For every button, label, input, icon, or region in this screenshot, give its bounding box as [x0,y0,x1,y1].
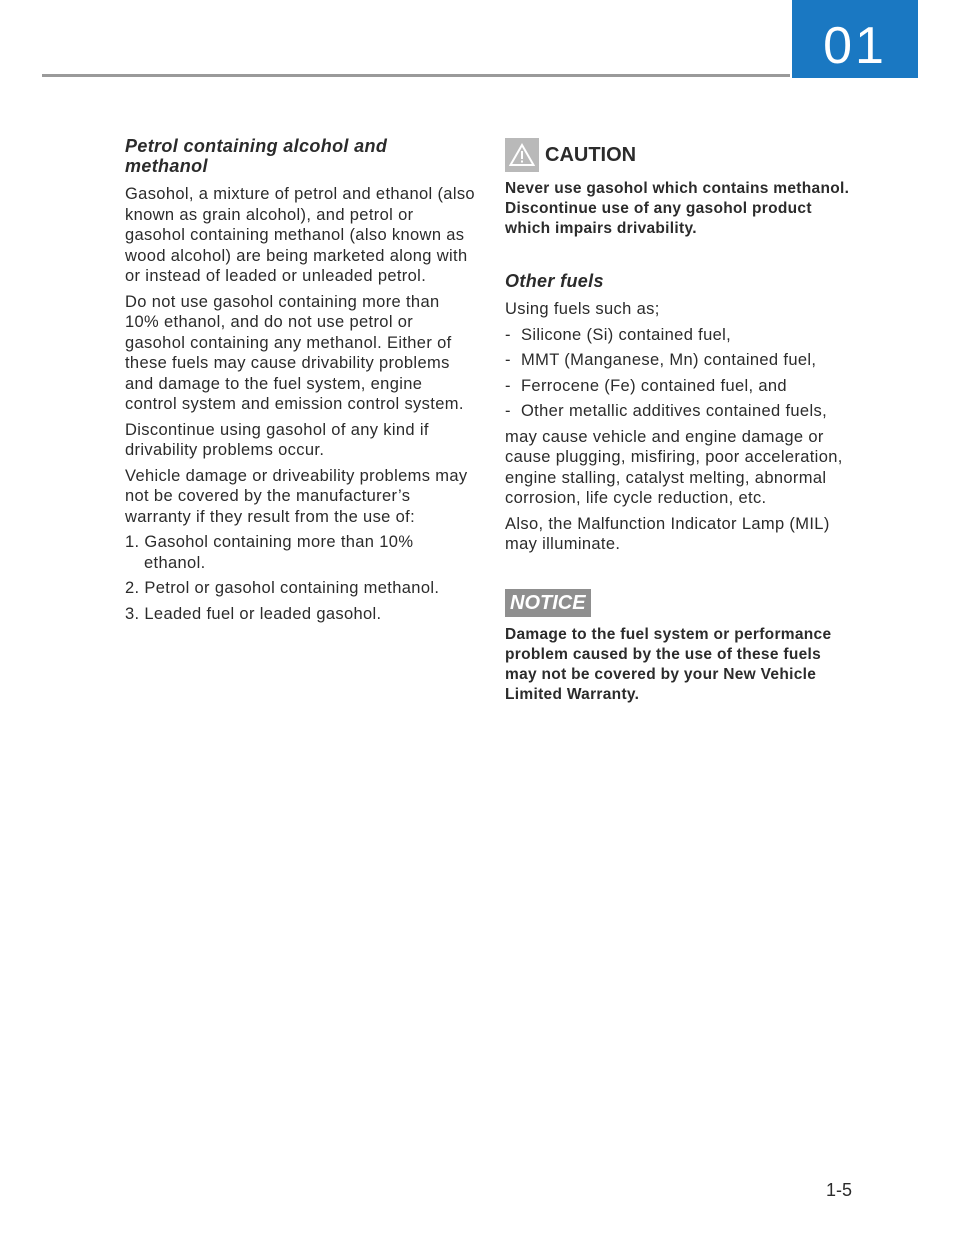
left-column [125,136,475,629]
header-rule [42,74,790,77]
paragraph: Discontinue using gasohol of any kind if drivability problems occur. [125,420,429,459]
notice-badge: NOTICE [505,589,591,617]
fuel-list [505,325,850,422]
paragraph: Gasohol, a mixture of petrol and ethanol (also known as grain alcohol), and petrol or gasohol containing methanol (also known as wood alcohol) are being marketed along with or instead of leaded or unleaded petrol. [125,185,475,285]
chapter-tab: 01 [792,0,918,78]
numbered-item: 1. Gasohol containing more than 10% ethanol. [125,533,414,572]
paragraph: Do not use gasohol containing more than 10% ethanol, and do not use petrol or gasohol containing any methanol. Either of these fuels may cause drivability problems and damage to the fuel system, engine control system and emission control system. [125,292,464,413]
intro-text: Using fuels such as; [505,300,660,318]
list-item: - Ferrocene (Fe) contained fuel, and [505,376,787,395]
caution-label: CAUTION [545,143,637,166]
numbered-item: 3. Leaded fuel or leaded gasohol. [125,604,382,623]
notice-block [505,589,850,705]
paragraph: may cause vehicle and engine damage or cause plugging, misfiring, poor acceleration, engine stalling, catalyst melting, abnormal corrosion, life cycle reduction, etc. [505,427,843,507]
section-heading-other-fuels: Other fuels [505,271,604,291]
numbered-item: 2. Petrol or gasohol containing methanol. [125,579,440,597]
section-heading-alcohol: Petrol containing alcohol and methanol [125,136,388,176]
notice-text: Damage to the fuel system or performance problem caused by the use of these fuels may not be covered by your New Vehicle Limited Warranty. [505,625,832,703]
paragraph: Also, the Malfunction Indicator Lamp (MIL) may illuminate. [505,514,830,553]
warning-triangle-icon [505,138,539,172]
list-item: - MMT (Manganese, Mn) contained fuel, [505,351,817,369]
paragraph: Vehicle damage or driveability problems may not be covered by the manufacturer’s warranty if they result from the use of: [125,466,468,526]
list-item: - Other metallic additives contained fuels, [505,402,827,420]
list-item: - Silicone (Si) contained fuel, [505,325,732,344]
page-number: 1-5 [826,1180,853,1200]
caution-text: Never use gasohol which contains methanol. Discontinue use of any gasohol product which impairs drivability. [505,180,850,237]
right-column [505,136,850,705]
caution-header [505,136,850,174]
